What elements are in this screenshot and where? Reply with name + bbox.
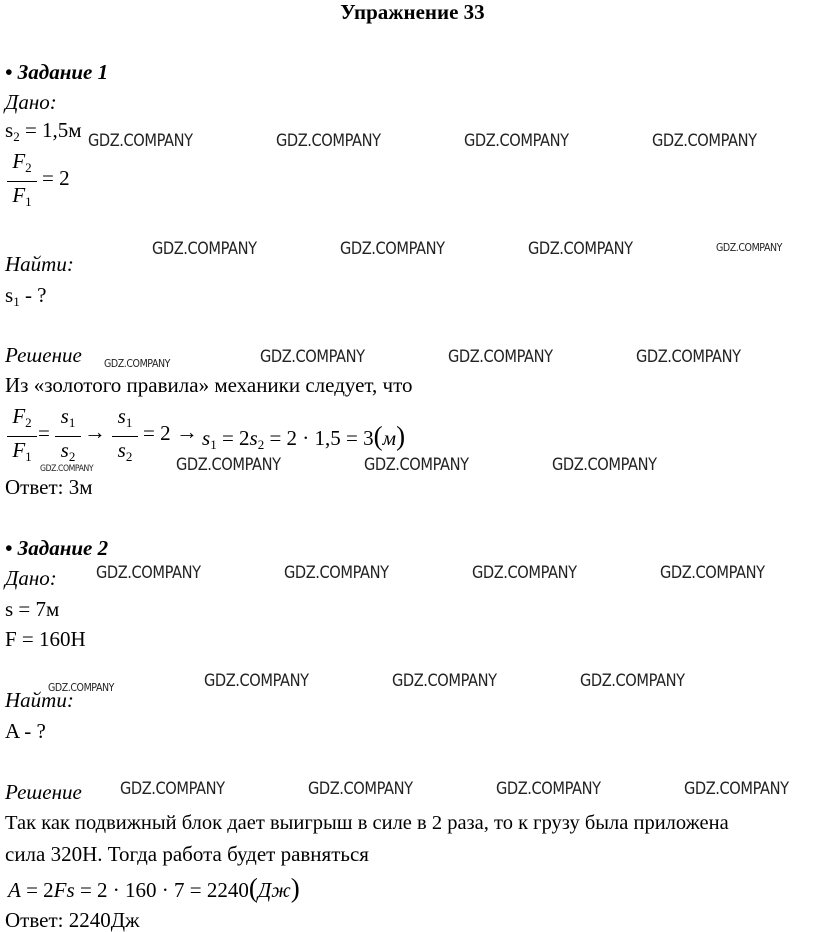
task-2-solution-label: Решение <box>5 780 82 804</box>
watermark: GDZ.COMPANY <box>260 347 365 367</box>
watermark: GDZ.COMPANY <box>340 239 445 259</box>
task-2-solution-line-2: сила 320Н. Тогда работа будет равняться <box>5 842 369 866</box>
watermark: GDZ.COMPANY <box>40 464 94 474</box>
task-2-header: • Задание 2 <box>5 536 109 560</box>
var-s: s <box>5 118 14 142</box>
watermark: GDZ.COMPANY <box>716 241 783 254</box>
task-1-given-label: Дано: <box>5 90 57 114</box>
task-2-find: A - ? <box>5 719 46 743</box>
fraction-f2-f1: $F_2$ $F_1$ <box>7 405 37 468</box>
task-2-given-f: F = 160Н <box>5 627 86 651</box>
task-2-solution-line-1: Так как подвижный блок дает выигрыш в силе в 2 раза, то к грузу была приложена <box>5 812 729 834</box>
watermark: GDZ.COMPANY <box>392 671 497 691</box>
task-2-answer: Ответ: 2240Дж <box>5 908 140 932</box>
value: = 1,5м <box>19 118 82 142</box>
watermark: GDZ.COMPANY <box>472 563 577 583</box>
fraction-s1-s2-b: $s_1$ $s_2$ <box>112 405 138 468</box>
watermark: GDZ.COMPANY <box>464 131 569 151</box>
subscript: 2 <box>13 129 20 144</box>
watermark: GDZ.COMPANY <box>48 681 115 694</box>
watermark: GDZ.COMPANY <box>636 347 741 367</box>
watermark: GDZ.COMPANY <box>552 455 657 475</box>
watermark: GDZ.COMPANY <box>104 357 171 370</box>
task-2-find-label: Найти: <box>5 688 74 712</box>
watermark: GDZ.COMPANY <box>152 239 257 259</box>
task-1-ratio-value: = 2 <box>42 166 70 190</box>
task-1-ratio-fraction: $F_2$ $F_1$ <box>7 150 37 213</box>
watermark: GDZ.COMPANY <box>204 671 309 691</box>
task-1-solution-label: Решение <box>5 343 82 367</box>
watermark: GDZ.COMPANY <box>88 131 193 151</box>
task-1-header: • Задание 1 <box>5 60 109 84</box>
page-title: Упражнение 33 <box>340 0 485 24</box>
result-expression: $s_1 = 2s_2 = 2 \cdot 1,5 = 3(м)$ <box>202 421 406 452</box>
task-1-find-label: Найти: <box>5 252 74 276</box>
watermark: GDZ.COMPANY <box>496 779 601 799</box>
task-2-given-label: Дано: <box>5 566 57 590</box>
arrow-icon: → <box>84 419 106 444</box>
watermark: GDZ.COMPANY <box>308 779 413 799</box>
watermark: GDZ.COMPANY <box>176 455 281 475</box>
watermark: GDZ.COMPANY <box>660 563 765 583</box>
equals-sign: = <box>38 421 50 445</box>
watermark: GDZ.COMPANY <box>276 131 381 151</box>
watermark: GDZ.COMPANY <box>528 239 633 259</box>
watermark: GDZ.COMPANY <box>96 563 201 583</box>
watermark: GDZ.COMPANY <box>684 779 789 799</box>
equals-two: = 2 <box>143 421 171 445</box>
task-1-answer: Ответ: 3м <box>5 475 93 499</box>
task-2-given-s: s = 7м <box>5 597 60 621</box>
task-2-equation: A = 2Fs = 2 · 160 · 7 = 2240(Дж) <box>8 873 300 903</box>
task-1-given-s2 <box>5 118 82 149</box>
watermark: GDZ.COMPANY <box>284 563 389 583</box>
watermark: GDZ.COMPANY <box>120 779 225 799</box>
watermark: GDZ.COMPANY <box>580 671 685 691</box>
watermark: GDZ.COMPANY <box>364 455 469 475</box>
watermark: GDZ.COMPANY <box>652 131 757 151</box>
arrow-icon-2: → <box>176 419 198 444</box>
fraction-s1-s2: $s_1$ $s_2$ <box>55 405 81 468</box>
task-1-solution-text: Из «золотого правила» механики следует, что <box>5 373 413 397</box>
watermark: GDZ.COMPANY <box>448 347 553 367</box>
task-1-find: $s_1$ - ? <box>5 283 47 309</box>
